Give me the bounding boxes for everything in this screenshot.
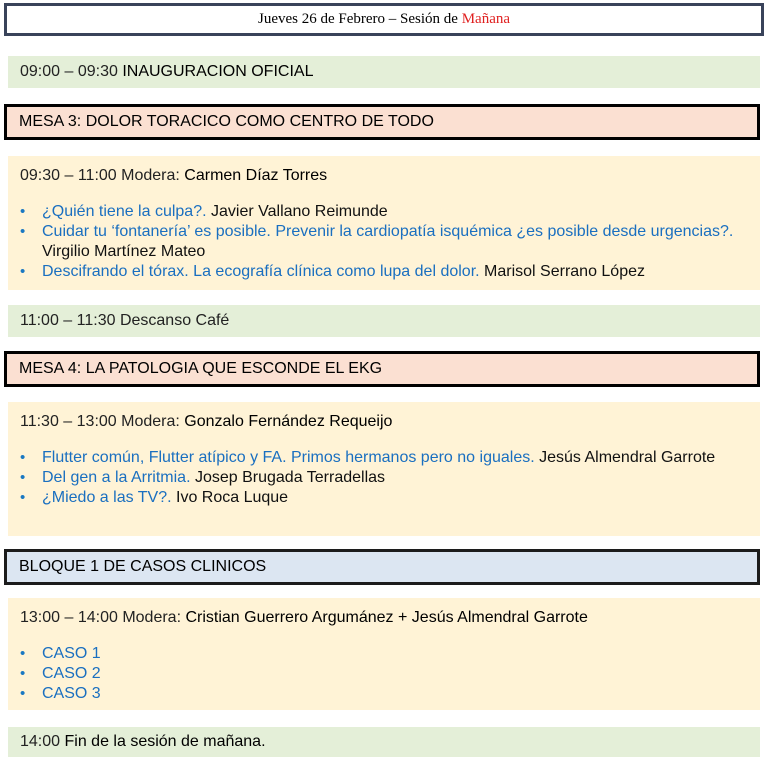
header-highlight: Mañana (461, 11, 511, 27)
bullet-icon: • (20, 685, 26, 702)
mesa3-talk-list (20, 202, 748, 282)
bullet-icon: • (20, 665, 26, 682)
mesa3-title-bar (4, 104, 760, 140)
bloque1-time: 13:00 – 14:00 Modera: (20, 609, 182, 626)
bloque1-title: BLOQUE 1 DE CASOS CLINICOS (19, 558, 267, 575)
bloque1-case-list (20, 644, 748, 704)
bullet-icon: • (20, 263, 26, 280)
descanso-label: 11:00 – 11:30 Descanso Café (20, 312, 230, 329)
talk-speaker: Jesús Almendral Garrote (539, 449, 716, 466)
fin-time: 14:00 (20, 733, 61, 750)
talk-title[interactable]: Del gen a la Arritmia. (42, 469, 191, 486)
case-link[interactable]: CASO 2 (42, 665, 101, 682)
mesa4-moderation (20, 410, 748, 434)
talk-title[interactable]: Descifrando el tórax. La ecografía clínica como lupa del dolor. (42, 263, 480, 280)
mesa4-moderator: Gonzalo Fernández Requeijo (184, 413, 393, 430)
list-item (20, 684, 748, 704)
bullet-icon: • (20, 449, 26, 466)
bloque1-moderation (20, 606, 748, 630)
header-prefix: Jueves 26 de Febrero – Sesión de (257, 11, 458, 27)
mesa4-talk-list (20, 448, 748, 508)
list-item (20, 202, 748, 222)
mesa4-title-bar (4, 351, 760, 387)
talk-title[interactable]: ¿Miedo a las TV?. (42, 489, 172, 506)
list-item (20, 262, 748, 282)
list-item (20, 448, 748, 468)
session-header (4, 3, 764, 36)
list-item (20, 468, 748, 488)
bullet-icon: • (20, 489, 26, 506)
talk-speaker: Josep Brugada Terradellas (194, 469, 386, 486)
descanso-bar (8, 305, 760, 337)
bloque1-moderator: Cristian Guerrero Argumánez + Jesús Almendral Garrote (185, 609, 588, 626)
mesa3-title: MESA 3: DOLOR TORACICO COMO CENTRO DE TODO (19, 113, 434, 130)
mesa3-moderator: Carmen Díaz Torres (184, 167, 328, 184)
talk-title[interactable]: Flutter común, Flutter atípico y FA. Primos hermanos pero no iguales. (42, 449, 535, 466)
fin-label: Fin de la sesión de mañana. (64, 733, 266, 750)
inauguracion-bar (8, 56, 760, 88)
list-item (20, 222, 748, 262)
mesa3-moderation (20, 164, 748, 188)
bullet-icon: • (20, 203, 26, 220)
talk-speaker: Javier Vallano Reimunde (211, 203, 388, 220)
talk-title[interactable]: ¿Quién tiene la culpa?. (42, 203, 207, 220)
case-link[interactable]: CASO 3 (42, 685, 101, 702)
mesa4-block (8, 402, 760, 536)
bloque1-block (8, 598, 760, 710)
talk-speaker: Marisol Serrano López (484, 263, 645, 280)
list-item (20, 644, 748, 664)
bullet-icon: • (20, 645, 26, 662)
list-item (20, 488, 748, 508)
list-item (20, 664, 748, 684)
mesa3-block (8, 156, 760, 290)
mesa4-time: 11:30 – 13:00 Modera: (20, 413, 180, 430)
talk-title[interactable]: Cuidar tu ‘fontanería’ es posible. Prevenir la cardiopatía isquémica ¿es posible desde urgencias?. (42, 223, 734, 240)
bullet-icon: • (20, 469, 26, 486)
mesa3-time: 09:30 – 11:00 Modera: (20, 167, 180, 184)
inauguracion-time: 09:00 – 09:30 (20, 63, 118, 80)
talk-speaker: Virgilio Martínez Mateo (42, 243, 206, 260)
fin-bar (8, 727, 760, 757)
mesa4-title: MESA 4: LA PATOLOGIA QUE ESCONDE EL EKG (19, 360, 383, 377)
bloque1-title-bar (4, 549, 760, 585)
talk-speaker: Ivo Roca Luque (176, 489, 289, 506)
case-link[interactable]: CASO 1 (42, 645, 101, 662)
bullet-icon: • (20, 223, 26, 240)
inauguracion-label: INAUGURACION OFICIAL (122, 63, 314, 80)
